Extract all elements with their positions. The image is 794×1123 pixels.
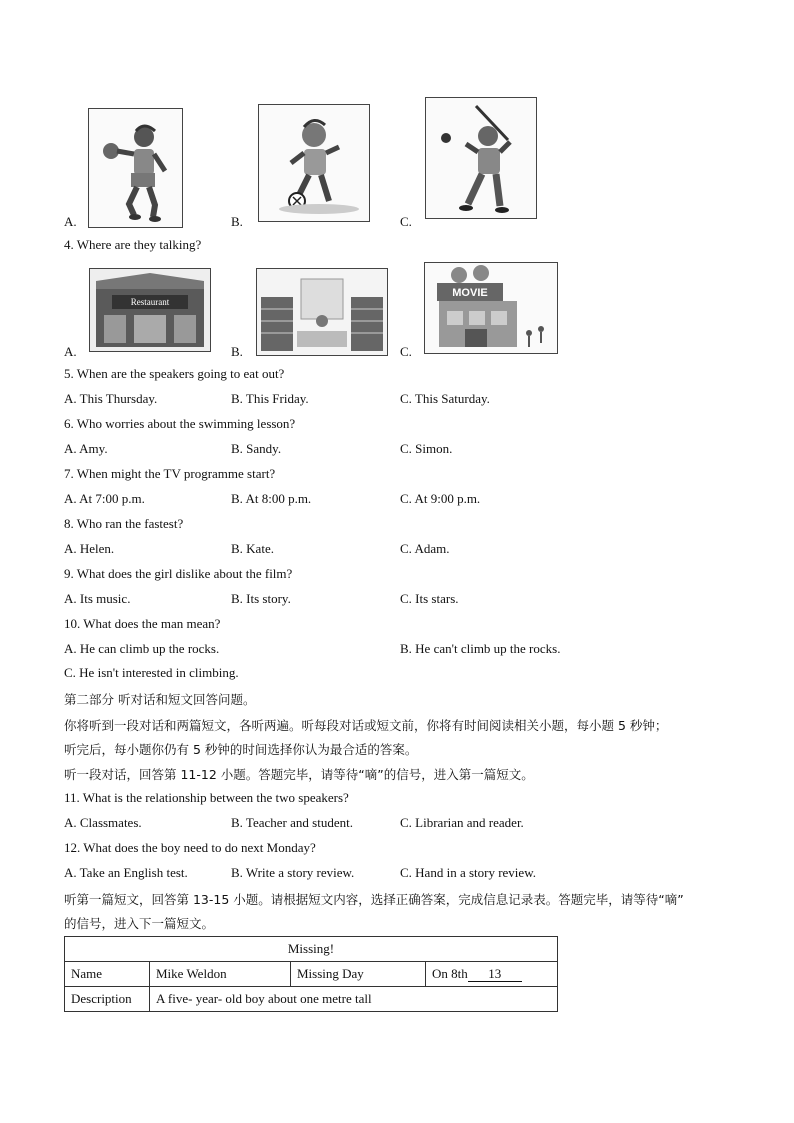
question-9-option-c: C. Its stars. [400, 591, 459, 606]
question-9-option-a: A. Its music. [64, 591, 131, 606]
movie-sign-text: MOVIE [452, 287, 488, 299]
missing-day-blank[interactable]: 13 [468, 966, 522, 982]
library-icon [257, 269, 387, 355]
question-11-option-b: B. Teacher and student. [231, 815, 353, 830]
question-7-option-b: B. At 8:00 p.m. [231, 491, 312, 506]
baseball-player-icon [426, 98, 536, 218]
question-8-text: 8. Who ran the fastest? [64, 516, 184, 531]
cinema-icon [425, 263, 557, 353]
question-12-text: 12. What does the boy need to do next Monday? [64, 840, 316, 855]
soccer-player-picture [258, 104, 370, 222]
question-6-text: 6. Who worries about the swimming lesson? [64, 416, 296, 431]
question-11-text: 11. What is the relationship between the two speakers? [64, 790, 349, 805]
part3-instruction-1: 听第一篇短文，回答第 13-15 小题。请根据短文内容，选择正确答案，完成信息记录表。答题完毕，请等待“嘀” [64, 892, 684, 907]
part3-instruction-2: 的信号，进入下一篇短文。 [64, 916, 215, 931]
restaurant-sign-text: Restaurant [130, 297, 170, 307]
q4-option-b-label: B. [231, 344, 243, 359]
question-11-option-a: A. Classmates. [64, 815, 142, 830]
table-row [65, 962, 558, 987]
table-row [65, 937, 558, 962]
question-10-option-b: B. He can't climb up the rocks. [400, 641, 561, 656]
missing-info-table [64, 936, 558, 1012]
part2-heading: 第二部分 听对话和短文回答问题。 [64, 692, 256, 707]
question-5-option-a: A. This Thursday. [64, 391, 158, 406]
description-value: A five- year- old boy about one metre tall [150, 987, 558, 1012]
name-value: Mike Weldon [150, 962, 291, 987]
library-picture [256, 268, 388, 356]
missing-day-value [426, 962, 558, 987]
question-7-option-c: C. At 9:00 p.m. [400, 491, 481, 506]
basketball-player-picture [88, 108, 183, 228]
cinema-picture [424, 262, 558, 354]
question-6-option-a: A. Amy. [64, 441, 108, 456]
question-4-text: 4. Where are they talking? [64, 237, 202, 252]
question-8-option-b: B. Kate. [231, 541, 274, 556]
question-12-option-b: B. Write a story review. [231, 865, 355, 880]
q4-option-a-label: A. [64, 344, 77, 359]
missing-day-prefix: On 8th [432, 966, 468, 981]
q4-option-c-label: C. [400, 344, 412, 359]
question-6-option-c: C. Simon. [400, 441, 453, 456]
question-5-option-c: C. This Saturday. [400, 391, 490, 406]
baseball-player-picture [425, 97, 537, 219]
soccer-player-icon [259, 105, 369, 221]
part2-instruction-1: 你将听到一段对话和两篇短文，各听两遍。听每段对话或短文前，你将有时间阅读相关小题，每小题 5 秒钟； [64, 718, 668, 733]
question-8-option-a: A. Helen. [64, 541, 115, 556]
restaurant-icon [90, 269, 210, 351]
question-5-option-b: B. This Friday. [231, 391, 309, 406]
q3-option-a-label: A. [64, 214, 77, 229]
part2-instruction-3: 听一段对话，回答第 11-12 小题。答题完毕，请等待“嘀”的信号，进入第一篇短文。 [64, 767, 534, 782]
question-12-option-a: A. Take an English test. [64, 865, 188, 880]
question-11-option-c: C. Librarian and reader. [400, 815, 524, 830]
question-8-option-c: C. Adam. [400, 541, 450, 556]
question-10-text: 10. What does the man mean? [64, 616, 221, 631]
question-9-option-b: B. Its story. [231, 591, 291, 606]
q3-option-b-label: B. [231, 214, 243, 229]
question-6-option-b: B. Sandy. [231, 441, 282, 456]
question-9-text: 9. What does the girl dislike about the film? [64, 566, 293, 581]
restaurant-picture [89, 268, 211, 352]
part2-instruction-2: 听完后，每小题你仍有 5 秒钟的时间选择你认为最合适的答案。 [64, 742, 418, 757]
question-5-text: 5. When are the speakers going to eat out? [64, 366, 285, 381]
question-7-option-a: A. At 7:00 p.m. [64, 491, 145, 506]
question-10-option-a: A. He can climb up the rocks. [64, 641, 220, 656]
question-12-option-c: C. Hand in a story review. [400, 865, 536, 880]
description-label: Description [65, 987, 150, 1012]
name-label: Name [65, 962, 150, 987]
question-7-text: 7. When might the TV programme start? [64, 466, 276, 481]
table-row [65, 987, 558, 1012]
table-title: Missing! [65, 937, 558, 962]
q3-option-c-label: C. [400, 214, 412, 229]
question-10-option-c: C. He isn't interested in climbing. [64, 665, 239, 680]
missing-day-label: Missing Day [291, 962, 426, 987]
basketball-player-icon [89, 109, 182, 227]
